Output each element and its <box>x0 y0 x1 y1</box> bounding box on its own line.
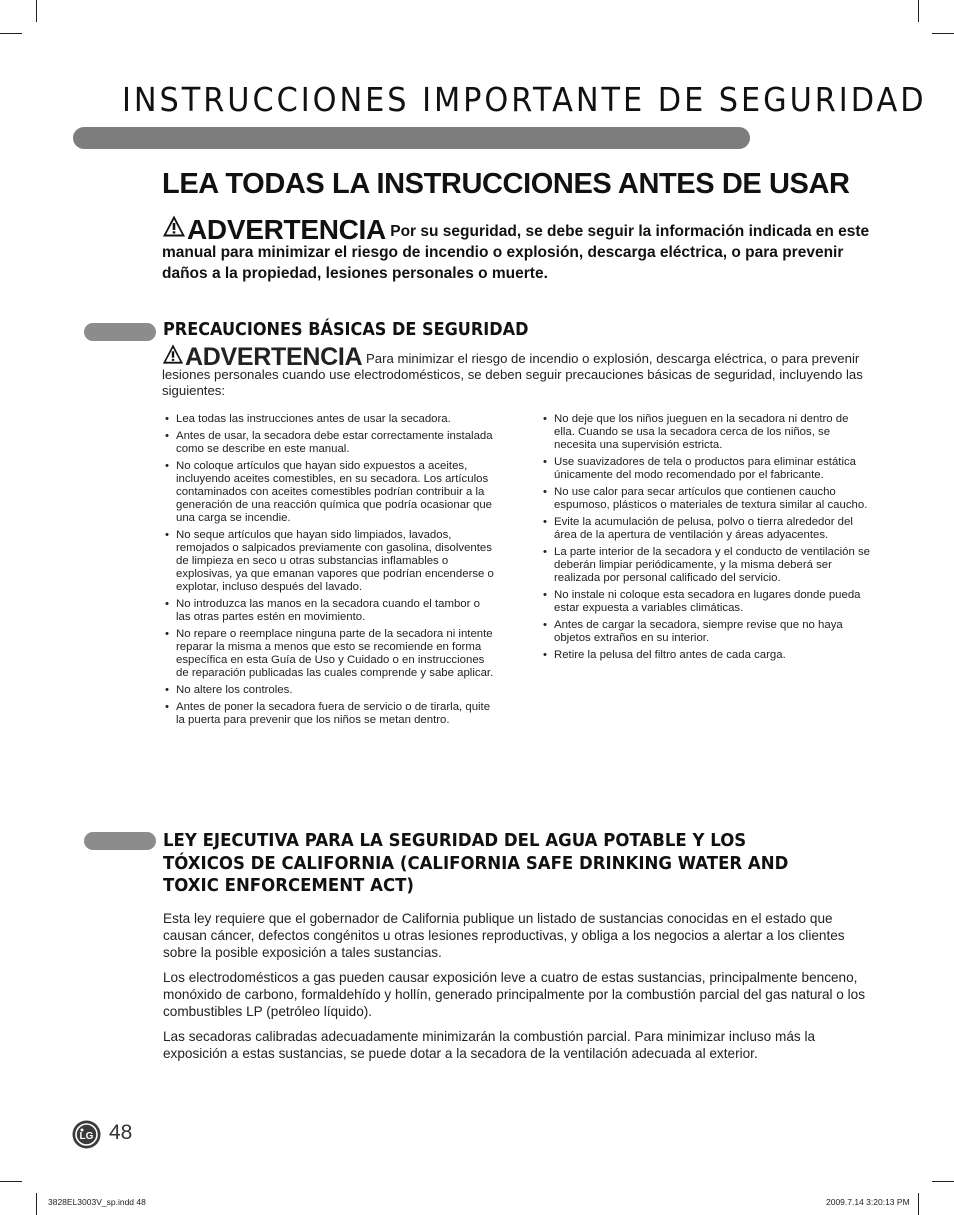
list-item: • No seque artículos que hayan sido limpiados, lavados, remojados o salpicados previamente con gasolina, disolventes de limpieza en seco u otras substancias inflamables o explosivas, ya que emanan vapores que podrían encenderse o explotar, incluso después del lavado. <box>164 529 496 594</box>
logo-text: LG <box>79 1131 94 1142</box>
crop-mark <box>932 33 954 34</box>
list-item: • No coloque artículos que hayan sido expuestos a aceites, incluyendo aceites comestibles, en su secadora. Los artículos contaminados con aceites comestibles podrían contribuir a la generación de una reacción química que podría ocasionar que una carga se incendie. <box>164 460 496 525</box>
list-item: • No deje que los niños jueguen en la secadora ni dentro de ella. Cuando se usa la secadora cerca de los niños, se necesita una supervisión estricta. <box>542 413 872 452</box>
crop-mark <box>932 1181 954 1182</box>
bullet-list-right <box>542 413 872 666</box>
page-number: 48 <box>109 1121 133 1144</box>
lg-logo-icon <box>72 1120 101 1149</box>
list-item: • No introduzca las manos en la secadora cuando el tambor o las otras partes estén en movimiento. <box>164 598 496 624</box>
crop-mark <box>0 1181 22 1182</box>
crop-mark <box>36 1193 37 1215</box>
list-item: • Retire la pelusa del filtro antes de cada carga. <box>542 649 872 662</box>
paragraph: Esta ley requiere que el gobernador de California publique un listado de sustancias conocidas en el estado que causan cáncer, defectos congénitos u otras lesiones reproductivas, y obliga a los negocios a alertar a los clientes sobre la posible exposición a tales sustancias. <box>163 911 845 960</box>
page-title: INSTRUCCIONES IMPORTANTE DE SEGURIDAD <box>122 80 927 119</box>
section-marker-pill <box>84 323 156 341</box>
crop-mark <box>36 0 37 22</box>
crop-mark <box>0 33 22 34</box>
warning-block <box>162 214 872 284</box>
list-item: • No use calor para secar artículos que contienen caucho espumoso, plásticos o materiales de textura similar al caucho. <box>542 486 872 512</box>
headline: LEA TODAS LA INSTRUCCIONES ANTES DE USAR <box>162 168 850 200</box>
bullet-list-left <box>164 413 496 731</box>
crop-mark <box>918 1193 919 1215</box>
list-item: • Antes de poner la secadora fuera de servicio o de tirarla, quite la puerta para prevenir que los niños se metan dentro. <box>164 701 496 727</box>
list-item: • No altere los controles. <box>164 684 496 697</box>
list-item: • Evite la acumulación de pelusa, polvo o tierra alrededor del área de la apertura de ventilación y áreas adyacentes. <box>542 516 872 542</box>
list-item: • Antes de cargar la secadora, siempre revise que no haya objetos extraños en su interior. <box>542 619 872 645</box>
warning-text: Para minimizar el riesgo de incendio o explosión, descarga eléctrica, o para prevenir lesiones personales cuando use electrodomésticos, se deben seguir precauciones básicas de seguridad, incluyendo las siguientes: <box>162 351 863 398</box>
list-item: • No instale ni coloque esta secadora en lugares donde pueda estar expuesta a variables climáticas. <box>542 589 872 615</box>
section-marker-pill <box>84 832 156 850</box>
section-heading: LEY EJECUTIVA PARA LA SEGURIDAD DEL AGUA POTABLE Y LOS TÓXICOS DE CALIFORNIA (CALIFORNIA SAFE DRINKING WATER AND TOXIC ENFORCEMENT ACT) <box>163 830 789 896</box>
list-item: • No repare o reemplace ninguna parte de la secadora ni intente reparar la misma a menos que esto se recomiende en forma específica en esta Guía de Uso y Cuidado o en instrucciones de reparación publicadas las cuales comprende y sabe aplicar. <box>164 628 496 680</box>
print-slug-right: 2009.7.14 3:20:13 PM <box>826 1197 910 1207</box>
warning-text: Por su seguridad, se debe seguir la información indicada en este manual para minimizar el riesgo de incendio o explosión, descarga eléctrica, o para prevenir daños a la propiedad, lesiones personales o muerte. <box>162 223 870 282</box>
warning-word: ADVERTENCIA <box>185 343 363 371</box>
section-body <box>163 910 875 1070</box>
crop-mark <box>918 0 919 22</box>
paragraph: Las secadoras calibradas adecuadamente minimizarán la combustión parcial. Para minimizar incluso más la exposición a estas sustancias, se puede dotar a la secadora de la ventilación adecuada al exterior. <box>163 1029 816 1061</box>
warning-triangle-icon <box>162 214 186 238</box>
paragraph: Los electrodomésticos a gas pueden causar exposición leve a cuatro de estas sustancias, principalmente benceno, monóxido de carbono, formaldehído y hollín, generado principalmente por la combustión parcial del gas natural o los combustibles LP (petróleo líquido). <box>163 970 866 1019</box>
section-heading: PRECAUCIONES BÁSICAS DE SEGURIDAD <box>163 320 529 340</box>
warning-triangle-icon <box>162 343 184 365</box>
list-item: • La parte interior de la secadora y el conducto de ventilación se deberán limpiar periódicamente, y la misma deberá ser realizada por personal calificado del servicio. <box>542 546 872 585</box>
warning-block <box>162 343 882 399</box>
list-item: • Use suavizadores de tela o productos para eliminar estática únicamente del modo recomendado por el fabricante. <box>542 456 872 482</box>
print-slug-left: 3828EL3003V_sp.indd 48 <box>48 1197 146 1207</box>
list-item: • Lea todas las instrucciones antes de usar la secadora. <box>164 413 496 426</box>
title-underline-bar <box>73 127 750 149</box>
list-item: • Antes de usar, la secadora debe estar correctamente instalada como se describe en este manual. <box>164 430 496 456</box>
warning-word: ADVERTENCIA <box>187 214 386 245</box>
